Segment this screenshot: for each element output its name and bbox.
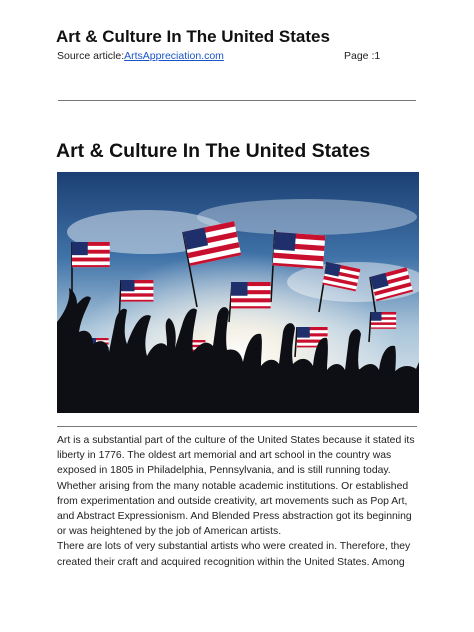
hero-image — [57, 172, 419, 413]
paragraph: Art is a substantial part of the culture of the United States because it stated its liberty in 1776. The oldest art memorial and art school in the country was exposed in 1805 in Philadelphia, Pennsylvania, and is still running today. Whether arising from the many notable academic institutions. Or established from experimentation and outside creativity, art movements such as Pop Art, and Abstract Expressionism. And Blended Press abstraction got its beginning or was heightened by the job of American artists. — [57, 435, 415, 538]
article-heading: Art & Culture In The United States — [56, 140, 371, 162]
source-link[interactable]: ArtsAppreciation.com — [124, 50, 224, 62]
crowd-flags-photo — [57, 172, 419, 413]
source-line — [57, 50, 224, 62]
divider — [58, 100, 416, 101]
source-label: Source article: — [57, 50, 125, 62]
document-title: Art & Culture In The United States — [56, 27, 330, 46]
divider — [57, 426, 417, 427]
article-body — [57, 433, 419, 570]
page-number: Page :1 — [344, 50, 381, 62]
paragraph: There are lots of very substantial artists who were created in. Therefore, they created their craft and acquired recognition within the United States. Among — [57, 541, 411, 568]
